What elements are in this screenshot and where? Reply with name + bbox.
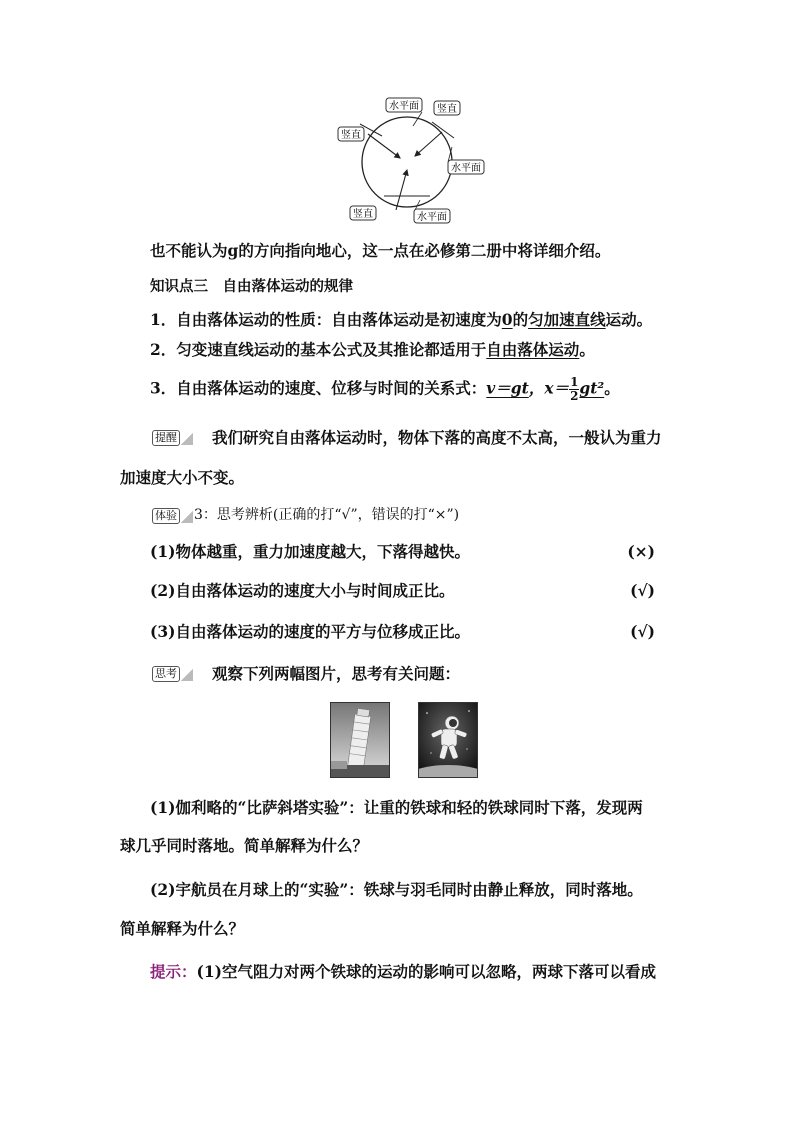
fraction-numerator: 1 [570, 375, 579, 389]
item-1 [150, 310, 652, 330]
astronaut-photo [418, 702, 478, 778]
fraction-half [569, 376, 579, 403]
earth-direction-diagram [330, 92, 500, 232]
label-horizontal-bottom: 水平面 [417, 212, 447, 223]
arrow-right [415, 132, 442, 156]
hint-text: (1)空气阻力对两个铁球的运动的影响可以忽略，两球下落可以看成 [196, 962, 656, 981]
thinking-tag-label: 思考 [152, 666, 180, 682]
question-1-line-2: 球几乎同时落地。简单解释为什么？ [120, 836, 369, 855]
leaning-tower-photo [330, 702, 390, 778]
fraction-denominator: 2 [570, 389, 579, 403]
reminder-tag-label: 提醒 [152, 430, 180, 446]
question-2-line-2: 简单解释为什么？ [120, 919, 245, 938]
item-3-prefix: 3．自由落体运动的速度、位移与时间的关系式： [150, 378, 487, 398]
reminder-tag [152, 426, 180, 446]
label-horizontal-right: 水平面 [451, 163, 481, 174]
item-3 [150, 376, 620, 403]
experience-tag-label: 体验 [152, 508, 180, 524]
experience-tag [152, 504, 180, 524]
judgement-text: (3)自由落体运动的速度的平方与位移成正比。 [150, 622, 470, 641]
thinking-intro: 观察下列两幅图片，思考有关问题： [212, 664, 461, 683]
judgement-mark: (√) [630, 622, 655, 641]
judgement-mark: (√) [630, 581, 655, 600]
label-vertical-left: 竖直 [341, 130, 361, 141]
section-title: 知识点三 自由落体运动的规律 [150, 278, 353, 295]
arrow-left [368, 134, 400, 158]
item-1-blank-2: 匀加速直线 [528, 310, 606, 329]
judgement-item [150, 542, 655, 562]
item-1-prefix: 1．自由落体运动的性质：自由落体运动是初速度为 [150, 310, 502, 329]
judgement-text: (1)物体越重，重力加速度越大，下落得越快。 [150, 542, 470, 561]
hint-label: 提示： [150, 962, 197, 981]
label-vertical-top: 竖直 [437, 104, 457, 115]
label-horizontal-top: 水平面 [389, 101, 419, 112]
formula-velocity: v＝gt [486, 378, 529, 398]
item-2-blank: 自由落体运动 [486, 340, 580, 359]
formula-displacement: gt² [579, 378, 605, 398]
reminder-line-1: 我们研究自由落体运动时，物体下落的高度不太高，一般认为重力 [212, 428, 662, 447]
item-2-prefix: 2．匀变速直线运动的基本公式及其推论都适用于 [150, 340, 487, 359]
judgement-item [150, 581, 655, 601]
item-3-suffix: 。 [604, 378, 620, 398]
arrow-bottom [396, 170, 407, 210]
earth-circle [362, 117, 452, 207]
judgement-item [150, 622, 655, 642]
judgement-text: (2)自由落体运动的速度大小与时间成正比。 [150, 581, 455, 600]
paragraph-g-direction: 也不能认为g的方向指向地心，这一点在必修第二册中将详细介绍。 [150, 241, 611, 260]
formula-sep: ，x＝ [528, 378, 570, 398]
item-1-mid: 的 [512, 310, 529, 329]
experience-intro: 3：思考辨析(正确的打“√”，错误的打“×”) [194, 507, 460, 523]
item-2-suffix: 。 [579, 340, 595, 359]
reminder-line-2: 加速度大小不变。 [120, 468, 245, 487]
hint-answer [150, 962, 656, 982]
item-2 [150, 340, 595, 360]
question-2-line-1: (2)宇航员在月球上的“实验”：铁球与羽毛同时由静止释放，同时落地。 [150, 880, 643, 899]
item-1-blank-1: 0 [501, 310, 513, 329]
thinking-tag [152, 662, 180, 682]
question-1-line-1: (1)伽利略的“比萨斜塔实验”：让重的铁球和轻的铁球同时下落，发现两 [150, 798, 643, 817]
judgement-mark: (×) [627, 542, 655, 561]
label-vertical-bottom: 竖直 [353, 209, 373, 220]
item-1-suffix: 运动。 [605, 310, 653, 329]
